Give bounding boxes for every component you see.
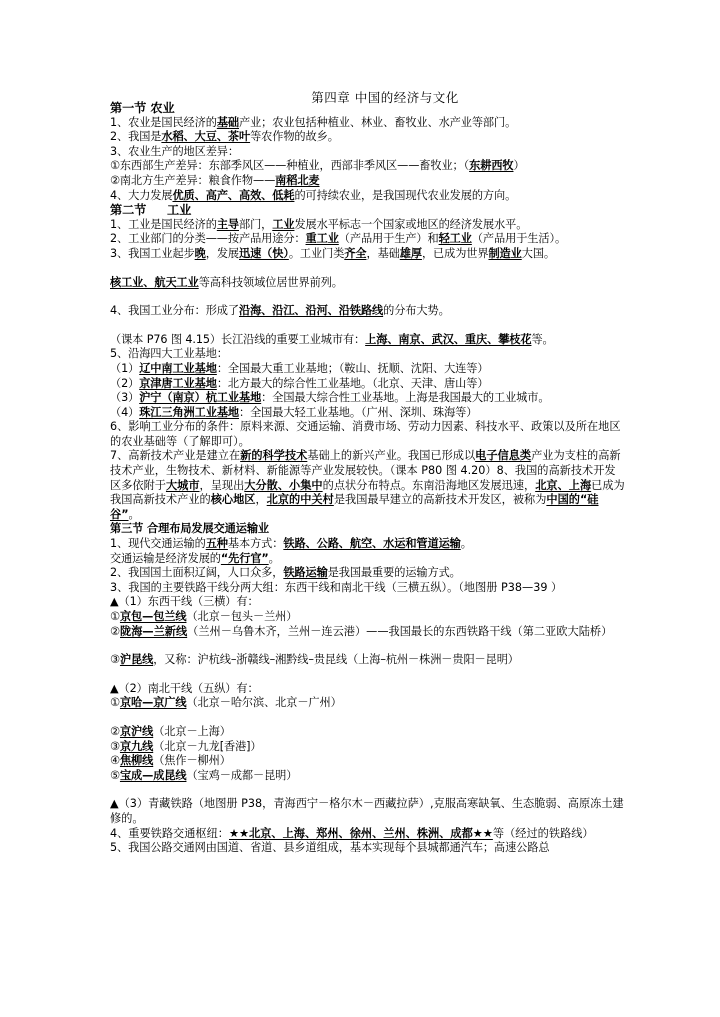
paragraph: ▲（2）南北干线（五纵）有：	[110, 681, 259, 695]
paragraph: 2、工业部门的分类——按产品用途分：重工业（产品用于生产）和轻工业（产品用于生活）。	[110, 232, 567, 246]
document-body	[110, 101, 625, 856]
paragraph: 2、我国国土面积辽阔，人口众多，铁路运输是我国最重要的运输方式。	[110, 566, 461, 580]
paragraph: ③京九线（北京－九龙[香港]）	[110, 739, 262, 753]
paragraph: ③沪昆线，又称：沪杭线–浙赣线–湘黔线–贵昆线（上海–杭州－株洲－贵阳－昆明）	[110, 653, 519, 667]
paragraph: （4）珠江三角洲工业基地：全国最大轻工业基地。（广州、深圳、珠海等）	[110, 405, 478, 419]
paragraph: 4、重要铁路交通枢纽：★★北京、上海、郑州、徐州、兰州、株洲、成都★★等（经过的铁路线）	[110, 826, 594, 840]
paragraph: ①京哈—京广线（北京－哈尔滨、北京－广州）	[110, 696, 342, 710]
paragraph: ▲（3）青藏铁路（地图册 P38，青海西宁－格尔木－西藏拉萨）,克服高寒缺氧、生态脆弱、高原冻土建修的。	[110, 797, 624, 825]
paragraph: 4、大力发展优质、高产、高效、低耗的可持续农业，是我国现代农业发展的方向。	[110, 188, 517, 202]
paragraph: 3、我国的主要铁路干线分两大组：东西干线和南北干线（三横五纵）。（地图册 P38—39 ）	[110, 580, 563, 594]
paragraph: 3、农业生产的地区差异：	[110, 144, 239, 158]
paragraph: 1、现代交通运输的五种基本方式：铁路、公路、航空、水运和管道运输。	[110, 537, 472, 551]
paragraph: （3）沪宁（南京）杭工业基地：全国最大综合性工业基地。上海是我国最大的工业城市。	[110, 391, 550, 405]
paragraph: 1、农业是国民经济的基础产业；农业包括种植业、林业、畜牧业、水产业等部门。	[110, 115, 517, 129]
section-heading-industry: 第二节 工业	[110, 203, 192, 218]
paragraph: （2）京津唐工业基地：北方最大的综合性工业基地。（北京、天津、唐山等）	[110, 376, 489, 390]
paragraph: 6、影响工业分布的条件：原料来源、交通运输、消费市场、劳动力因素、科技水平、政策以及所在地区的农业基础等（了解即可）。	[110, 420, 621, 448]
paragraph: 4、我国工业分布：形成了沿海、沿江、沿河、沿铁路线的分布大势。	[110, 304, 450, 318]
paragraph: （课本 P76 图 4.15）长江沿线的重要工业城市有：上海、南京、武汉、重庆、攀枝花等。	[110, 332, 554, 346]
paragraph: ①京包—包兰线（北京－包头－兰州）	[110, 610, 298, 623]
paragraph: ①东西部生产差异：东部季风区——种植业，西部非季风区——畜牧业；（东耕西牧）	[110, 159, 525, 173]
paragraph: （1）辽中南工业基地：全国最大重工业基地；（鞍山、抚顺、沈阳、大连等）	[110, 361, 489, 375]
paragraph: ②陇海—兰新线（兰州－乌鲁木齐，兰州－连云港）——我国最长的东西铁路干线（第二亚欧大陆桥）	[110, 624, 613, 638]
paragraph: ②南北方生产差异：粮食作物——南稻北麦	[110, 173, 320, 187]
paragraph: 3、我国工业起步晚，发展迅速（快）。工业门类齐全，基础雄厚，已成为世界制造业大国。	[110, 246, 555, 260]
paragraph: ②京沪线（北京－上海）	[110, 724, 231, 738]
chapter-title: 第四章 中国的经济与文化	[311, 90, 459, 105]
paragraph: ▲（1）东西干线（三横）有：	[110, 595, 259, 609]
paragraph: 7、高新技术产业是建立在新的科学技术基础上的新兴产业。我国已形成以电子信息类产业为支柱的高新技术产业，生物技术、新材料、新能源等产业发展较快。（课本 P80 图 4.20）8、我国的高新技术开发区多依附于大城市，呈现出大分散、小集中的点状分布特点。东南沿海地区发展迅速，北京、上海已成为我国高新技术产业的核心地区，北京的中关村是我国最早建立的高新技术开发区，被称为中国的“硅谷”。	[110, 449, 625, 521]
paragraph: 交通运输是经济发展的“先行官”。	[110, 551, 280, 565]
section-heading-agriculture: 第一节 农业	[110, 101, 175, 115]
paragraph: ⑤宝成—成昆线（宝鸡－成都－昆明）	[110, 768, 298, 782]
section-heading-transport: 第三节 合理布局发展交通运输业	[110, 522, 270, 536]
paragraph: 2、我国是水稻、大豆、茶叶等农作物的故乡。	[110, 130, 339, 144]
paragraph: ④焦柳线（焦作－柳州）	[110, 754, 231, 768]
paragraph: 5、我国公路交通网由国道、省道、县乡道组成，基本实现每个县城都通汽车；高速公路总	[110, 841, 550, 855]
paragraph: 5、沿海四大工业基地：	[110, 347, 228, 361]
paragraph: 1、工业是国民经济的主导部门，工业发展水平标志一个国家或地区的经济发展水平。	[110, 217, 528, 231]
paragraph: 核工业、航天工业等高科技领域位居世界前列。	[110, 275, 343, 289]
